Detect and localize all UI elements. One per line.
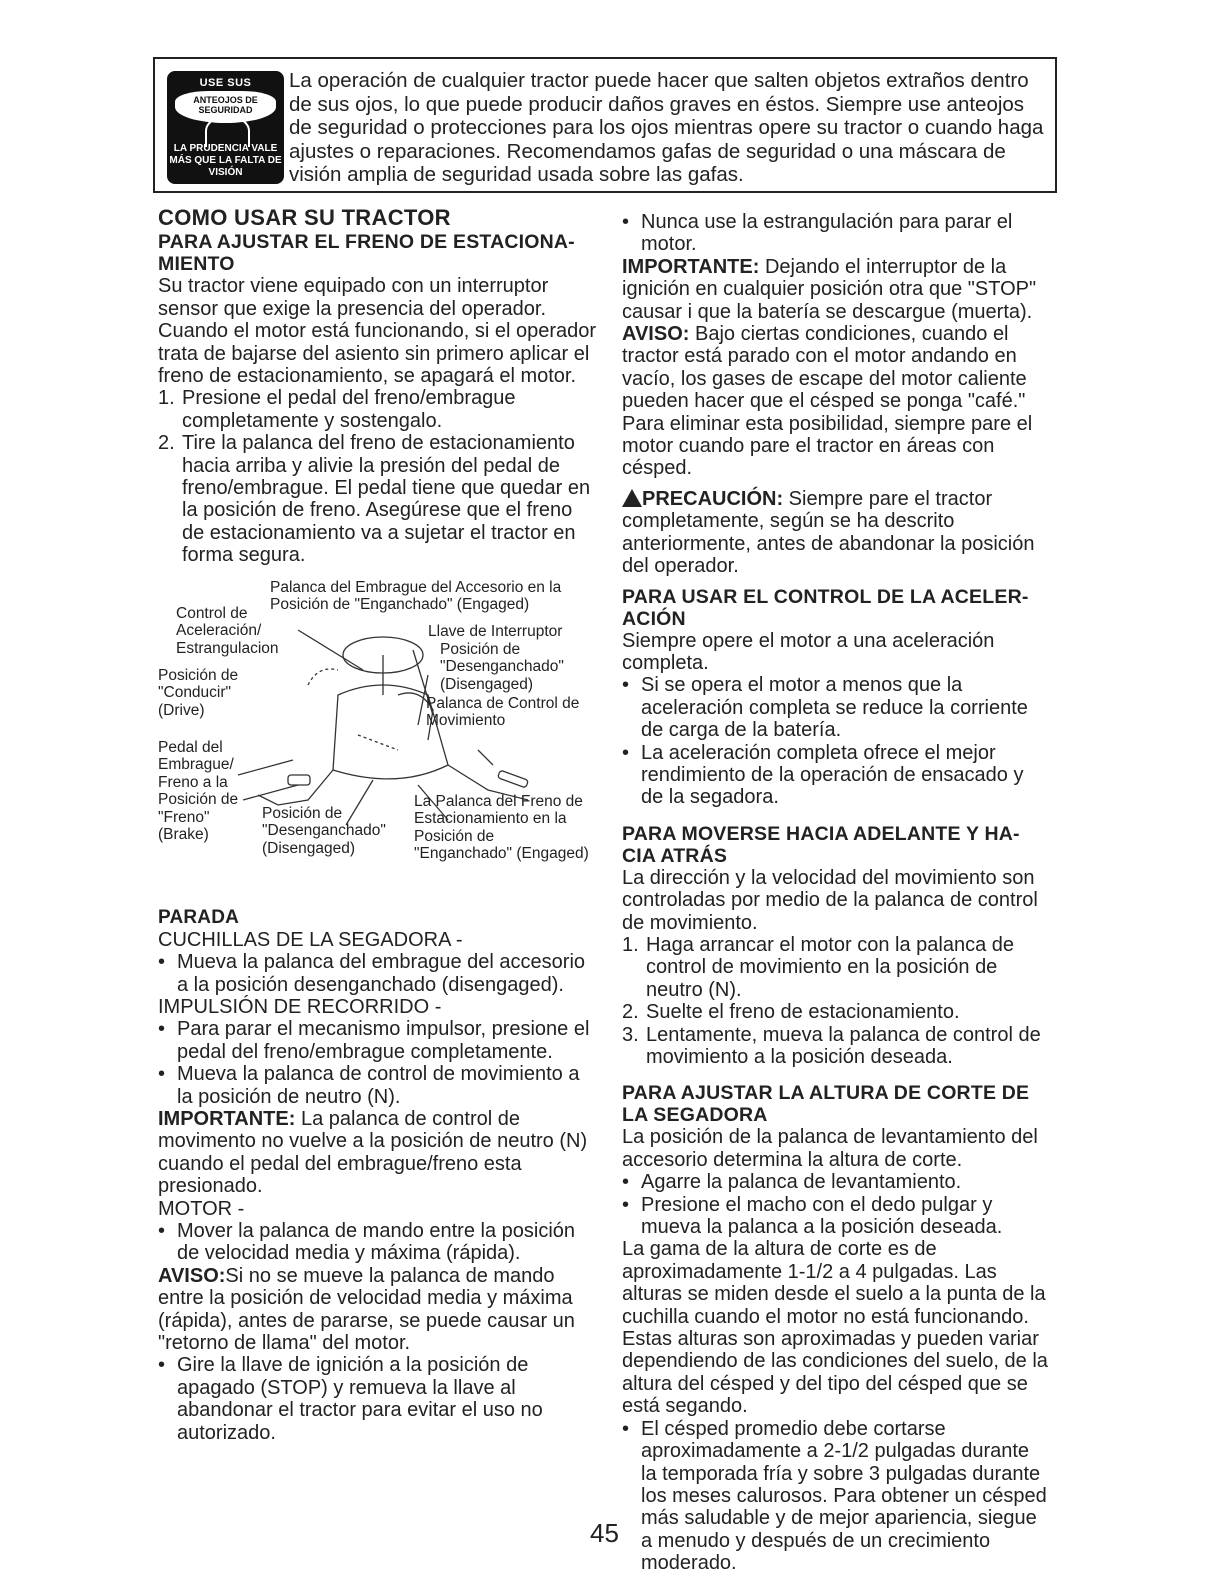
list-item: 3. Lentamente, mueva la palanca de control de movimiento a la posición deseada. (622, 1023, 1041, 1068)
parada-heading: PARADA (158, 906, 240, 928)
list-item: • Nunca use la estrangulación para parar el motor. (622, 211, 1013, 256)
list-item: 1. Haga arrancar el motor con la palanca de control de movimiento en la posición de neutro (N). (622, 933, 1014, 1001)
label-motion-control-lever: Palanca de Control de Movimiento (426, 694, 580, 730)
list-item: • Presione el macho con el dedo pulgar y mueva la palanca a la posición deseada. (622, 1193, 1003, 1239)
label-clutch-brake-pedal: Pedal del Embrague/ Freno a la Posición de "Freno" (Brake) (158, 738, 239, 844)
aviso-note: AVISO:Si no se mueve la palanca de mando entre la posición de velocidad media y máxima (rápida), antes de pararse, se puede causar un "retorno de llama" del motor. (158, 1264, 575, 1354)
tractor-controls-diagram (158, 575, 598, 897)
right-column (622, 211, 1050, 1575)
warning-triangle-icon (622, 489, 642, 507)
aviso-note: AVISO: Bajo ciertas condiciones, cuando el tractor está parado con el motor andando en vacío, los gases de escape del motor caliente pueden hacer que el césped se ponga "café." Para eliminar esta posibilidad, siempre pare el motor cuando pare el tractor en áreas con césped. (622, 323, 1033, 480)
list-item: • La aceleración completa ofrece el mejor rendimiento de la operación de ensacado y de la segadora. (622, 741, 1024, 809)
list-item: • Mover la palanca de mando entre la posición de velocidad media y máxima (rápida). (158, 1219, 576, 1265)
page-number: 45 (590, 1518, 619, 1548)
list-item: • El césped promedio debe cortarse aproximadamente a 2-1/2 pulgadas durante la temporada fría y sobre 3 pulgadas durante los meses calurosos. Para obtener un césped más saludable y de mejor apariencia, siegue a menudo y después de un crecimiento moderado. (622, 1417, 1047, 1575)
movement-intro: La dirección y la velocidad del movimiento son controladas por medio de la palanca de control de movimiento. (622, 866, 1038, 934)
cutting-height-intro: La posición de la palanca de levantamiento del accesorio determina la altura de corte. (622, 1126, 1038, 1171)
icon-bottom-text: LA PRUDENCIA VALE MÁS QUE LA FALTA DE VISIÓN (169, 143, 282, 178)
warning-text: La operación de cualquier tractor puede hacer que salten objetos extraños dentro de sus ojos, lo que puede producir daños graves en éstos. Siempre use anteojos de seguridad o protecciones para los ojos mientras opere su tractor o cuando haga ajustes o reparaciones. Recomendamos gafas de seguridad o una máscara de visión amplia de seguridad usada sobre las gafas. (289, 69, 1044, 186)
label-disengaged-position-2: Posición de "Desenganchado" (Disengaged) (262, 804, 386, 857)
list-item: • Si se opera el motor a menos que la aceleración completa se reduce la corriente de carga de la batería. (622, 674, 1028, 742)
label-throttle-control: Control de Aceleración/ Estrangulacion (176, 604, 279, 657)
list-item: • Para parar el mecanismo impulsor, presione el pedal del freno/embrague completamente. (158, 1018, 590, 1063)
brake-intro: Su tractor viene equipado con un interruptor sensor que exige la presencia del operador. Cuando el motor está funcionando, si el operador trata de bajarse del asiento sin primero aplicar el freno de estacionamiento, se apagará el motor. (158, 275, 597, 388)
list-item: • Gire la llave de ignición a la posición de apagado (STOP) y remueva la llave al abandonar el tractor para evitar el uso no autorizado. (158, 1354, 543, 1444)
icon-mid-text: ANTEOJOS DE SEGURIDAD (193, 95, 258, 115)
label-accessory-clutch: Palanca del Embrague del Accesorio en la Posición de "Enganchado" (Engaged) (270, 578, 562, 614)
cuchillas-label: CUCHILLAS DE LA SEGADORA - (158, 928, 463, 951)
list-item: 2. Tire la palanca del freno de estacionamiento hacia arriba y alivie la presión del pedal de freno/embrague. El pedal tiene que quedar en la posición de freno. Asegúrese que el freno de estacionamiento va a sujetar el tractor en forma segura. (158, 432, 591, 567)
movement-heading: PARA MOVERSE HACIA ADELANTE Y HA-CIA ATRÁS (622, 822, 1020, 867)
cutting-height-text: La gama de la altura de corte es de aproximadamente 1-1/2 a 4 pulgadas. Las alturas se miden desde el suelo a la punta de la cuchilla cuando el motor no está funcionando. Estas alturas son aproximadas y pueden variar dependiendo de las condiciones del suelo, de la altura del césped y del tipo del césped que se está segando. (622, 1238, 1048, 1418)
precaucion-note: PRECAUCIÓN: Siempre pare el tractor completamente, según se ha descrito anteriormente, antes de abandonar la posición del operador. (622, 487, 1035, 578)
list-item: • Mueva la palanca del embrague del accesorio a la posición desenganchado (disengaged). (158, 951, 586, 996)
left-column (158, 207, 598, 1444)
acceleration-heading: PARA USAR EL CONTROL DE LA ACELER-ACIÓN (622, 585, 1029, 630)
list-item: 2. Suelte el freno de estacionamiento. (622, 1001, 960, 1024)
impulsion-label: IMPULSIÓN DE RECORRIDO - (158, 995, 442, 1018)
section-title: COMO USAR SU TRACTOR (158, 205, 451, 230)
label-parking-brake-lever: La Palanca del Freno de Estacionamiento en la Posición de "Enganchado" (Engaged) (414, 792, 589, 863)
importante-note: IMPORTANTE: La palanca de control de movimento no vuelve a la posición de neutro (N) cuando el pedal del embrague/freno esta presionado. (158, 1107, 588, 1198)
label-ignition-key: Llave de Interruptor (428, 622, 563, 640)
list-item: • Agarre la palanca de levantamiento. (622, 1171, 962, 1194)
label-disengaged-position: Posición de "Desenganchado" (Disengaged) (440, 640, 564, 693)
acceleration-intro: Siempre opere el motor a una aceleración completa. (622, 629, 995, 674)
cutting-height-heading: PARA AJUSTAR LA ALTURA DE CORTE DE LA SEGADORA (622, 1082, 1030, 1127)
list-item: • Mueva la palanca de control de movimiento a la posición de neutro (N). (158, 1063, 580, 1108)
safety-warning-box (153, 57, 1057, 193)
motor-label: MOTOR - (158, 1197, 245, 1220)
safety-glasses-icon (167, 71, 284, 184)
label-drive-position: Posición de "Conducir" (Drive) (158, 666, 239, 719)
brake-heading: PARA AJUSTAR EL FRENO DE ESTACIONA-MIENTO (158, 231, 575, 276)
icon-top-text: USE SUS (199, 77, 252, 89)
list-item: 1. Presione el pedal del freno/embrague completamente y sostengalo. (158, 387, 516, 432)
importante-note: IMPORTANTE: Dejando el interruptor de la ignición en cualquier posición otra que "STOP" causar i que la batería se descargue (muerta). (622, 255, 1037, 323)
